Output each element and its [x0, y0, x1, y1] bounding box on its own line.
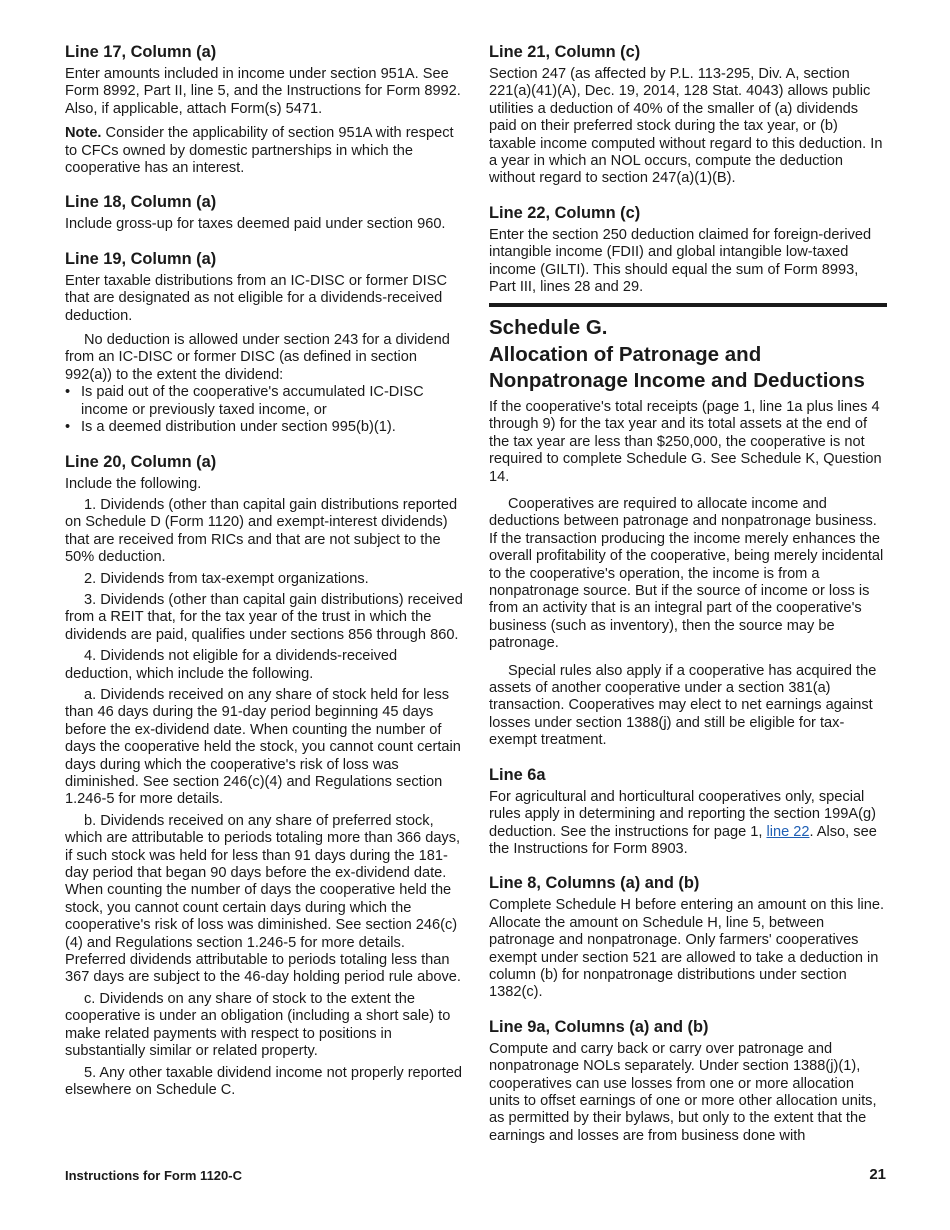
heading-line-20: Line 20, Column (a) — [65, 452, 217, 471]
bullet-icon: • — [65, 419, 71, 436]
section-line-21 — [489, 42, 887, 188]
list-item: a. Dividends received on any share of stock held for less than 46 days during the 91-day period beginning 45 days before the ex-dividend date. When counting the number of days the cooperative held the stock, you cannot count certain days during which the cooperative's risk of loss was diminished. See section 246(c)(4) and Regulations section 1.246-5 for more details. — [65, 686, 461, 808]
section-line-9a — [489, 1017, 887, 1145]
list-item: c. Dividends on any share of stock to the extent the cooperative is under an obligation (including a short sale) to make related payments with respect to positions in substantially similar or related property. — [65, 990, 451, 1060]
section-line-22 — [489, 203, 887, 297]
right-column — [489, 42, 887, 1160]
paragraph: Cooperatives are required to allocate income and deductions between patronage and nonpatronage business. If the transaction producing the income merely enhances the overall profitability of the cooperative, being merely incidental to the cooperative's operation, the income is from a nonpatronage source. But if the source of income or loss is from an activity that is an integral part of the cooperative's business (such as inventory), then the source may be patronage. — [489, 496, 884, 652]
paragraph: Complete Schedule H before entering an amount on this line. Allocate the amount on Schedule H, line 5, between patronage and nonpatronage. Only farmers' cooperatives exempt under section 521 are allowed to take a deduction in column (b) for nonpatronage distributions under section 1382(c). — [489, 897, 885, 1001]
section-divider — [489, 303, 887, 307]
note-text: Consider the applicability of section 951A with respect to CFCs owned by domestic partnerships in which the cooperative has an interest. — [65, 125, 454, 177]
heading-line-22: Line 22, Column (c) — [489, 203, 641, 222]
paragraph: Include gross-up for taxes deemed paid under section 960. — [65, 216, 446, 233]
schedule-g-title: Schedule G. Allocation of Patronage and Nonpatronage Income and Deductions — [489, 316, 865, 393]
page-number: 21 — [869, 1166, 886, 1183]
footer-form-title: Instructions for Form 1120-C — [65, 1168, 242, 1183]
list-item: 5. Any other taxable dividend income not properly reported elsewhere on Schedule C. — [65, 1064, 463, 1098]
paragraph: Enter the section 250 deduction claimed for foreign-derived intangible income (FDII) and global intangible low-taxed income (GILTI). This should equal the sum of Form 8993, Part III, lines 28 and 29. — [489, 226, 872, 296]
list-item: • Is a deemed distribution under section 995(b)(1). — [65, 419, 396, 436]
line-22-link[interactable]: line 22 — [766, 823, 810, 840]
section-line-18 — [65, 192, 465, 233]
section-schedule-g — [489, 315, 887, 749]
paragraph: Section 247 (as affected by P.L. 113-295, Div. A, section 221(a)(41)(A), Dec. 19, 2014, 128 Stat. 4043) allows public utilities a deduction of 40% of the smaller of (a) dividends paid on their preferred stock during the tax year, or (b) taxable income computed without regard to this deduction. In a year in which an NOL occurs, compute the deduction without regard to section 247(a)(1)(B). — [489, 66, 883, 187]
paragraph: Special rules also apply if a cooperative has acquired the assets of another cooperative under a section 381(a) transaction. Cooperatives may elect to net earnings against losses under section 1388(j) and still be eligible for tax-exempt treatment. — [489, 662, 877, 749]
section-line-8 — [489, 873, 887, 1001]
list-item: 1. Dividends (other than capital gain distributions reported on Schedule D (Form 1120) and exempt-interest dividends) that are received from RICs and that are not subject to the 50% deduction. — [65, 496, 458, 566]
heading-line-17: Line 17, Column (a) — [65, 43, 217, 61]
list-item: 3. Dividends (other than capital gain distributions) received from a REIT that, for the tax year of the trust in which the dividends are paid, qualifies under sections 856 through 860. — [65, 591, 463, 643]
bullet-list — [65, 384, 465, 436]
note-label: Note. — [65, 125, 102, 142]
bullet-icon: • — [65, 384, 71, 401]
paragraph: Enter taxable distributions from an IC-DISC or former DISC that are designated as not eligible for a dividends-received deduction. — [65, 272, 447, 324]
paragraph: For agricultural and horticultural cooperatives only, special rules apply in determining and reporting the section 199A(g) deduction. See the instructions for page 1, line 22. Also, see the Instructions for Form 8903. — [489, 788, 877, 857]
section-line-6a — [489, 765, 887, 859]
paragraph: Include the following. — [65, 475, 202, 492]
paragraph: No deduction is allowed under section 243 for a dividend from an IC-DISC or former DISC (as defined in section 992(a)) to the extent the dividend: — [65, 332, 450, 383]
list-item: 2. Dividends from tax-exempt organizations. — [84, 570, 369, 587]
section-line-19 — [65, 249, 465, 437]
section-line-17 — [65, 42, 465, 177]
paragraph: If the cooperative's total receipts (page 1, line 1a plus lines 4 through 9) for the tax year and its total assets at the end of the tax year are less than $250,000, the cooperative is not required to complete Schedule G. See Schedule K, Question 14. — [489, 398, 882, 485]
left-column — [65, 42, 465, 1114]
heading-line-18: Line 18, Column (a) — [65, 193, 217, 212]
heading-line-6a: Line 6a — [489, 765, 546, 784]
heading-line-21: Line 21, Column (c) — [489, 43, 641, 61]
section-line-20 — [65, 452, 465, 1100]
paragraph: Enter amounts included in income under section 951A. See Form 8992, Part II, line 5, and the Instructions for Form 8992. Also, if applicable, attach Form(s) 5471. — [65, 66, 461, 117]
paragraph: Compute and carry back or carry over patronage and nonpatronage NOLs separately. Under section 1388(j)(1), cooperatives can use losses from one or more allocation units to offset earnings of one or more other allocation units, as permitted by their bylaws, but only to the extent that the earnings and losses are from business done with — [489, 1040, 877, 1144]
heading-line-9a: Line 9a, Columns (a) and (b) — [489, 1017, 709, 1036]
note — [65, 125, 465, 177]
heading-line-8: Line 8, Columns (a) and (b) — [489, 874, 700, 893]
list-item: • Is paid out of the cooperative's accumulated IC-DISC income or previously taxed income, or — [65, 384, 424, 418]
list-item: b. Dividends received on any share of preferred stock, which are attributable to periods totaling more than 366 days, if such stock was held for less than 91 days during the 181-day period that began 90 days before the ex-dividend date. When counting the number of days the cooperative held the stock, you cannot count certain days during which the cooperative's risk of loss was diminished. See section 246(c)(4) and Regulations section 1.246-5 for more details. Preferred dividends attributable to periods totaling less than 367 days are subject to the 46-day holding period rule above. — [65, 812, 461, 986]
heading-line-19: Line 19, Column (a) — [65, 249, 217, 268]
list-item: 4. Dividends not eligible for a dividends-received deduction, which include the following. — [65, 648, 398, 682]
